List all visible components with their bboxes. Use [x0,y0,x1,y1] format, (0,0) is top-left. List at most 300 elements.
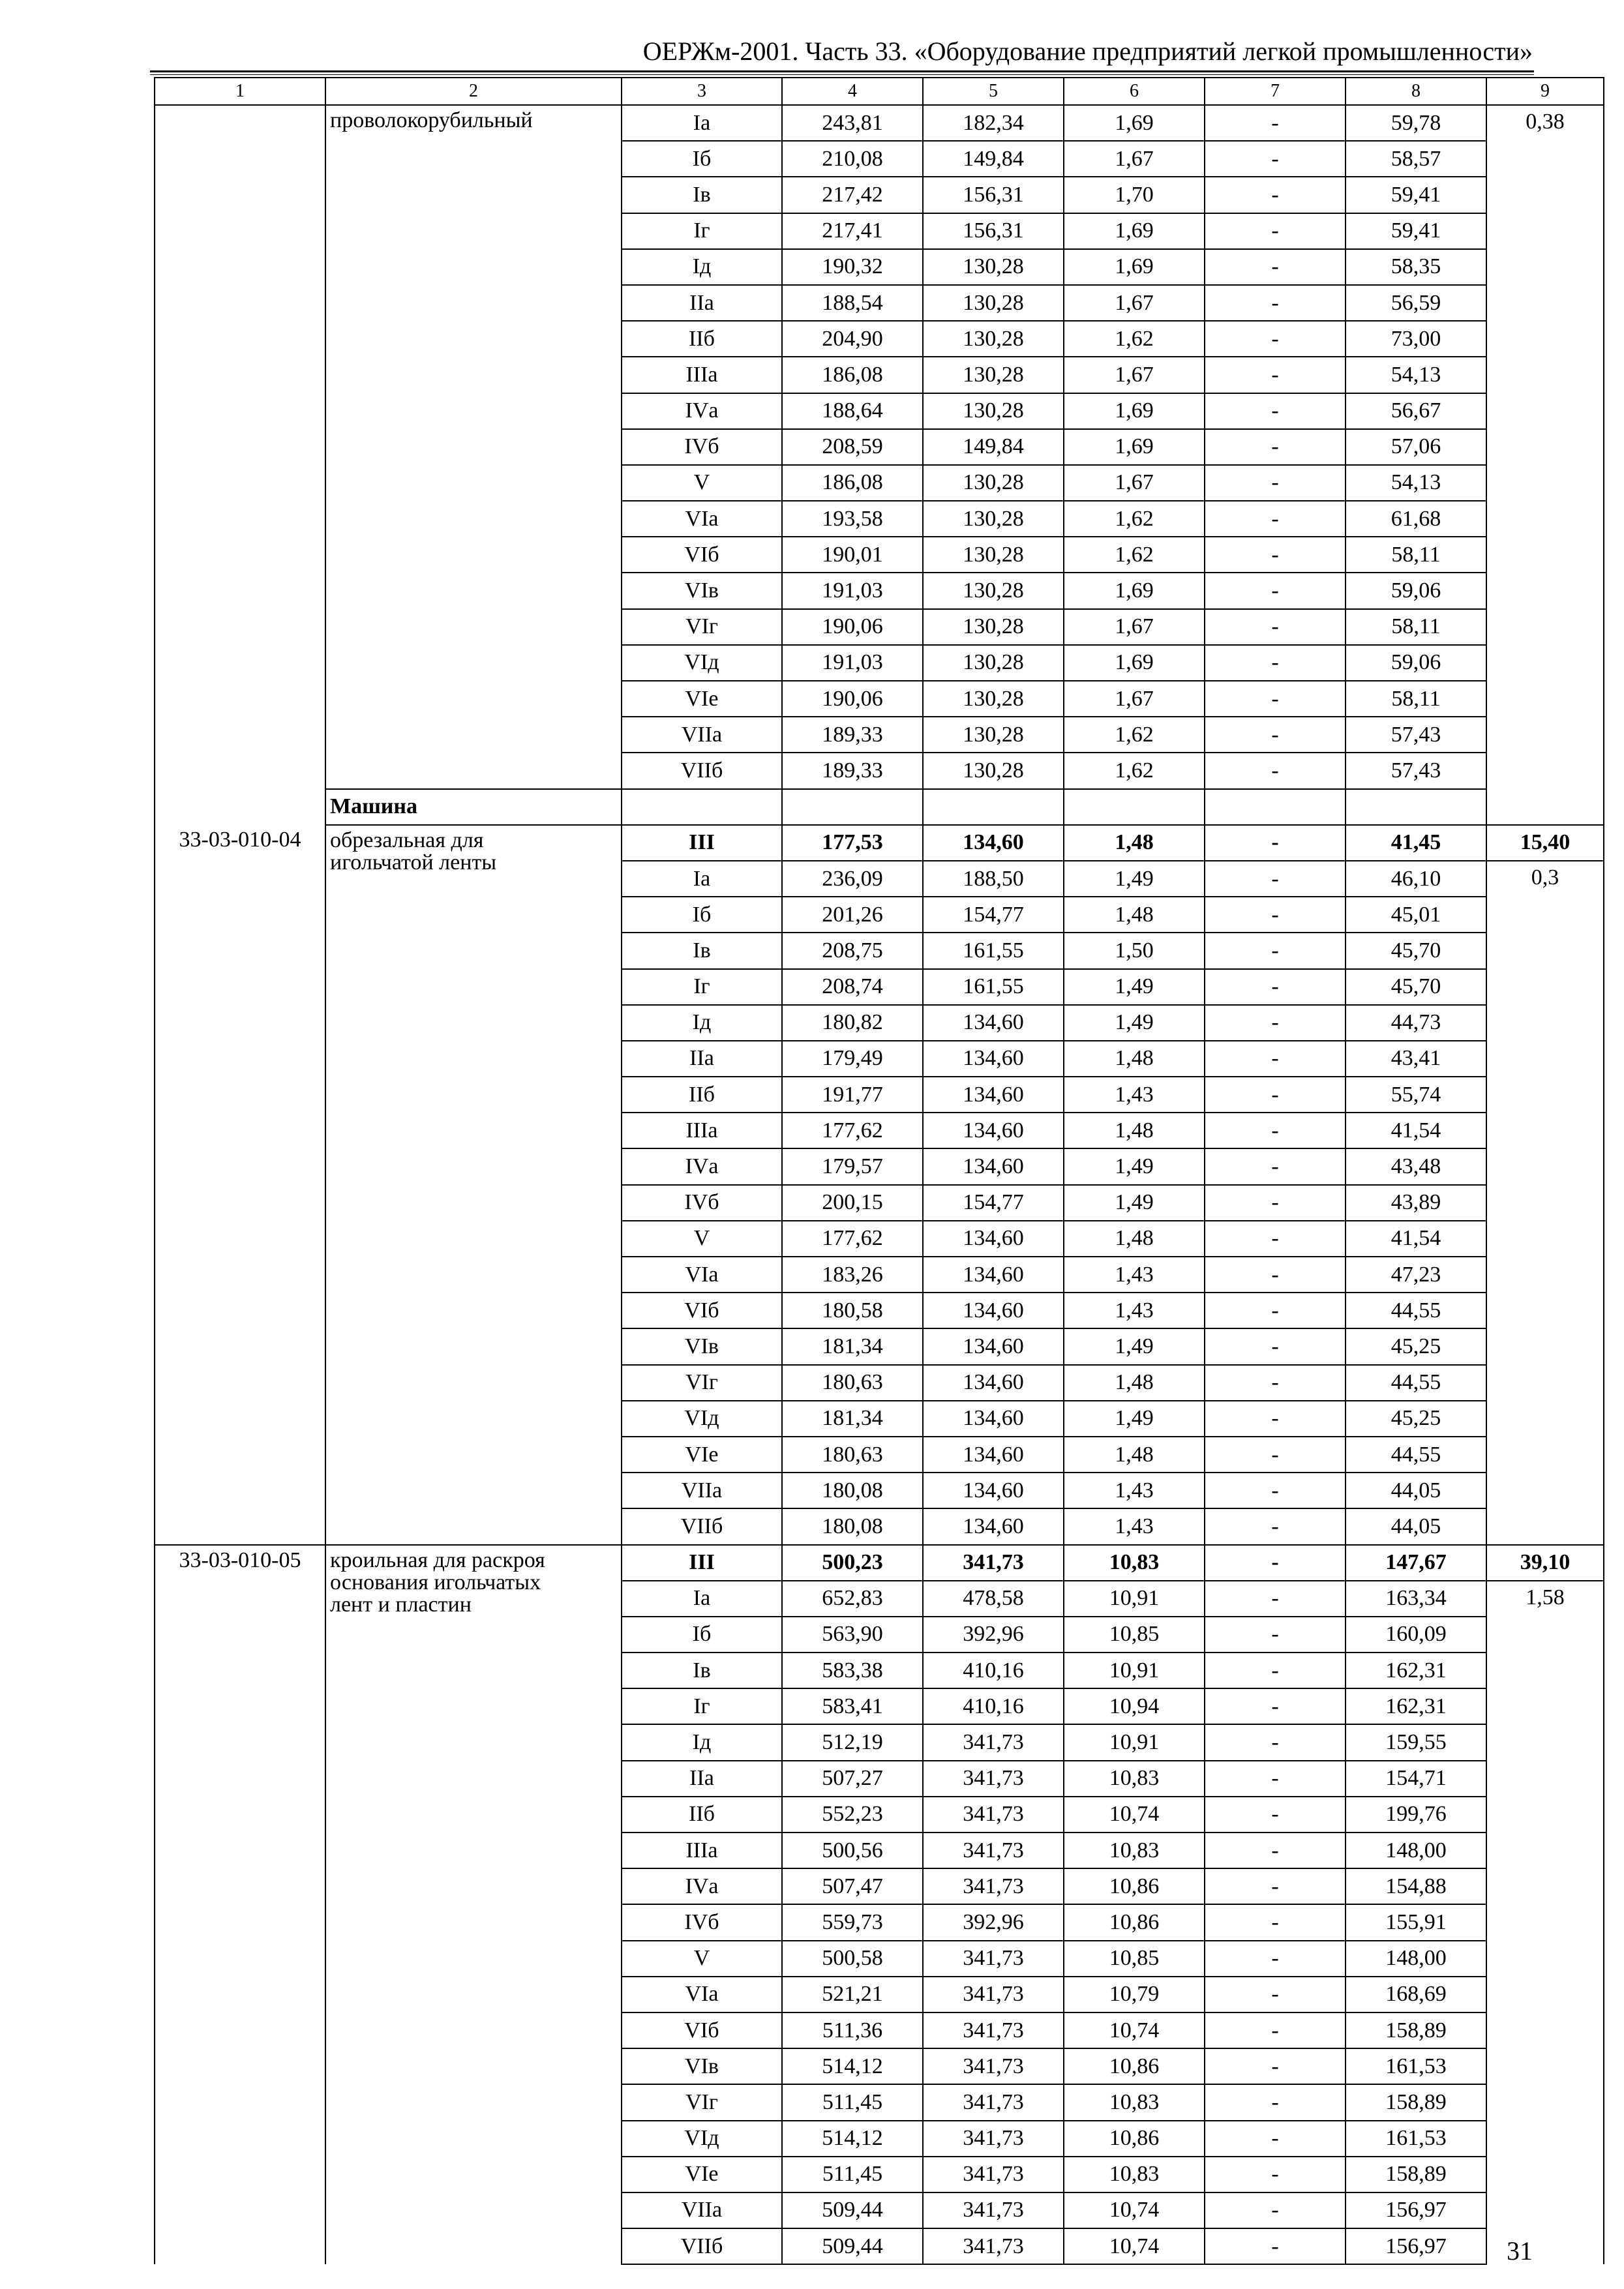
value-cell-col6: 1,49 [1064,969,1205,1005]
value-cell-col5: 341,73 [923,2121,1064,2157]
value-cell-col8: 158,89 [1346,2012,1486,2048]
value-cell-col7: - [1205,213,1346,249]
value-cell-col6: 1,67 [1064,681,1205,717]
value-cell-col8: 148,00 [1346,1941,1486,1977]
value-cell-col7: - [1205,609,1346,645]
zone-cell: V [622,1221,782,1257]
description-line: игольчатой ленты [330,850,497,875]
zone-cell: IIа [622,1041,782,1077]
zone-cell: VIг [622,609,782,645]
zone-cell: Iб [622,1617,782,1653]
zone-cell: VIIа [622,2192,782,2228]
zone-cell: VIе [622,1437,782,1473]
value-cell-col7: - [1205,1473,1346,1508]
value-cell-col7: - [1205,1941,1346,1977]
value-cell-col4: 552,23 [782,1797,923,1833]
value-cell-col7: - [1205,249,1346,285]
value-cell-col4: 652,83 [782,1581,923,1617]
value-cell-col6: 1,43 [1064,1077,1205,1113]
resource-code: 33-03-010-04 [155,825,325,1545]
value-cell-col7: - [1205,393,1346,429]
value-cell-col7: - [1205,177,1346,213]
value-cell-col5: 341,73 [923,1868,1064,1904]
value-cell-col6: 1,48 [1064,1221,1205,1257]
value-cell-col8: 45,25 [1346,1401,1486,1437]
value-cell-col8: 162,31 [1346,1688,1486,1724]
value-cell-col5: 341,73 [923,2192,1064,2228]
col9-cell: 15,40 [1486,825,1604,861]
value-cell-col7: - [1205,465,1346,501]
value-cell-col5: 130,28 [923,285,1064,321]
value-cell-col7: - [1205,1293,1346,1328]
value-cell-col7: - [1205,825,1346,861]
value-cell-col6: 10,91 [1064,1653,1205,1688]
zone-cell: IVб [622,429,782,465]
page-header-title: ОЕРЖм-2001. Часть 33. «Оборудование предприятий легкой промышленности» [642,37,1533,66]
value-cell-col8: 44,05 [1346,1473,1486,1508]
value-cell-col6: 1,69 [1064,105,1205,141]
value-cell-col5: 478,58 [923,1581,1064,1617]
value-cell-col6: 1,49 [1064,861,1205,897]
value-cell-col4: 217,41 [782,213,923,249]
value-cell-col7: - [1205,1401,1346,1437]
value-cell-col5: 341,73 [923,2228,1064,2264]
value-cell-col4: 583,41 [782,1688,923,1724]
zone-cell: VIIб [622,2228,782,2264]
value-cell-col6: 10,74 [1064,2228,1205,2264]
value-cell-col5: 182,34 [923,105,1064,141]
zone-cell: VIв [622,573,782,608]
zone-cell: IIа [622,285,782,321]
value-cell-col4: 180,63 [782,1437,923,1473]
value-cell-col7: - [1205,969,1346,1005]
value-cell-col7: - [1205,1221,1346,1257]
value-cell-col4: 189,33 [782,717,923,753]
value-cell-col6: 10,74 [1064,2192,1205,2228]
value-cell-col7: - [1205,285,1346,321]
zone-cell: Iа [622,1581,782,1617]
value-cell-col5: 392,96 [923,1904,1064,1940]
value-cell-col4: 500,23 [782,1545,923,1581]
value-cell-col4: 177,62 [782,1113,923,1148]
value-cell-col6: 1,67 [1064,609,1205,645]
zone-cell: VIIа [622,1473,782,1508]
value-cell-col5: 134,60 [923,1113,1064,1148]
value-cell-col8: 154,88 [1346,1868,1486,1904]
value-cell-col6: 1,67 [1064,141,1205,177]
value-cell-col5: 341,73 [923,2157,1064,2192]
zone-cell: Iб [622,897,782,933]
zone-cell: VIг [622,1365,782,1401]
value-cell-col5: 130,28 [923,573,1064,608]
value-cell-col7: - [1205,1113,1346,1148]
zone-cell: Iв [622,933,782,968]
value-cell-col5: 130,28 [923,717,1064,753]
value-cell-col6: 10,91 [1064,1724,1205,1760]
value-cell-col6: 1,62 [1064,501,1205,537]
value-cell-col7: - [1205,1761,1346,1797]
value-cell-col6: 1,62 [1064,537,1205,573]
value-cell-col6: 1,43 [1064,1293,1205,1328]
value-cell-col4: 186,08 [782,357,923,393]
column-number: 1 [155,78,325,105]
resource-description [325,105,622,789]
value-cell-col8: 55,74 [1346,1077,1486,1113]
value-cell-col7: - [1205,1005,1346,1041]
value-cell-col5: 341,73 [923,2084,1064,2120]
zone-cell: Iа [622,861,782,897]
value-cell-col8: 161,53 [1346,2048,1486,2084]
value-cell-col8: 59,41 [1346,177,1486,213]
value-cell-col8: 159,55 [1346,1724,1486,1760]
value-cell-col8: 54,13 [1346,465,1486,501]
description-line: обрезальная для [330,828,484,852]
zone-cell: Iа [622,105,782,141]
value-cell-col4: 500,56 [782,1833,923,1868]
value-cell-col8: 56,59 [1346,285,1486,321]
value-cell-col8: 43,48 [1346,1148,1486,1184]
value-cell-col4: 177,53 [782,825,923,861]
table-row [155,825,1604,861]
value-cell-col7: - [1205,1148,1346,1184]
value-cell-col5: 149,84 [923,429,1064,465]
value-cell-col5: 341,73 [923,1545,1064,1581]
value-cell-col7: - [1205,861,1346,897]
value-cell-col7: - [1205,1833,1346,1868]
value-cell-col8: 44,55 [1346,1365,1486,1401]
value-cell-col6: 10,86 [1064,2121,1205,2157]
value-cell-col5: 134,60 [923,1293,1064,1328]
table-body [155,78,1604,2264]
value-cell-col4: 191,03 [782,573,923,608]
value-cell-col6: 10,94 [1064,1688,1205,1724]
value-cell-col4: 190,32 [782,249,923,285]
value-cell-col4: 183,26 [782,1257,923,1293]
value-cell-col8: 59,06 [1346,645,1486,681]
value-cell-col6: 10,86 [1064,1904,1205,1940]
value-cell-col5: 130,28 [923,753,1064,788]
value-cell-col6: 1,62 [1064,717,1205,753]
column-number: 2 [325,78,622,105]
value-cell-col7: - [1205,321,1346,357]
value-cell-col8: 45,01 [1346,897,1486,933]
value-cell-col6: 1,50 [1064,933,1205,968]
value-cell-col8: 43,89 [1346,1185,1486,1221]
value-cell-col7: - [1205,897,1346,933]
col9-cell-empty [1486,789,1604,825]
value-cell-col6: 1,43 [1064,1257,1205,1293]
value-cell-col6: 10,83 [1064,2157,1205,2192]
value-cell-col5: 130,28 [923,537,1064,573]
zone-cell: Iд [622,1005,782,1041]
col9-cell: 0,38 [1486,105,1604,789]
value-cell-col7: - [1205,1868,1346,1904]
value-cell-col4: 177,62 [782,1221,923,1257]
value-cell-col5: 341,73 [923,2048,1064,2084]
value-cell-col5: 341,73 [923,1941,1064,1977]
value-cell-col4: 217,42 [782,177,923,213]
value-cell-empty [782,789,923,825]
table-row [155,105,1604,141]
zone-cell: IVб [622,1185,782,1221]
value-cell-col8: 45,70 [1346,969,1486,1005]
value-cell-col5: 341,73 [923,1833,1064,1868]
value-cell-col5: 130,28 [923,465,1064,501]
value-cell-col5: 341,73 [923,1724,1064,1760]
value-cell-col4: 190,06 [782,681,923,717]
value-cell-col8: 58,11 [1346,609,1486,645]
value-cell-col7: - [1205,1185,1346,1221]
rates-table [154,77,1604,2265]
value-cell-col4: 512,19 [782,1724,923,1760]
value-cell-col6: 1,49 [1064,1005,1205,1041]
zone-cell: Iв [622,177,782,213]
table-row [155,1545,1604,1581]
value-cell-col8: 47,23 [1346,1257,1486,1293]
zone-cell: IIIа [622,1833,782,1868]
value-cell-col7: - [1205,1365,1346,1401]
zone-cell: VIIб [622,753,782,788]
column-number-row [155,78,1604,105]
value-cell-col8: 58,57 [1346,141,1486,177]
value-cell-col5: 161,55 [923,969,1064,1005]
value-cell-col8: 199,76 [1346,1797,1486,1833]
value-cell-col4: 509,44 [782,2192,923,2228]
value-cell-col6: 1,69 [1064,573,1205,608]
value-cell-col5: 134,60 [923,1328,1064,1364]
value-cell-col4: 563,90 [782,1617,923,1653]
value-cell-col8: 59,41 [1346,213,1486,249]
value-cell-col6: 1,43 [1064,1508,1205,1544]
value-cell-col5: 134,60 [923,1041,1064,1077]
zone-cell: VIв [622,1328,782,1364]
value-cell-col7: - [1205,105,1346,141]
zone-cell: IIб [622,321,782,357]
value-cell-col7: - [1205,1904,1346,1940]
value-cell-col5: 188,50 [923,861,1064,897]
value-cell-col8: 148,00 [1346,1833,1486,1868]
value-cell-col8: 161,53 [1346,2121,1486,2157]
description-line: кроильная для раскроя [330,1548,545,1572]
value-cell-col7: - [1205,1688,1346,1724]
value-cell-col7: - [1205,1797,1346,1833]
value-cell-col6: 1,69 [1064,429,1205,465]
value-cell-col7: - [1205,717,1346,753]
column-number: 9 [1486,78,1604,105]
value-cell-col7: - [1205,2192,1346,2228]
value-cell-col6: 1,62 [1064,321,1205,357]
value-cell-col4: 500,58 [782,1941,923,1977]
value-cell-col7: - [1205,2048,1346,2084]
value-cell-col5: 134,60 [923,1401,1064,1437]
value-cell-col5: 156,31 [923,177,1064,213]
zone-cell: IVа [622,393,782,429]
value-cell-col7: - [1205,537,1346,573]
value-cell-col4: 243,81 [782,105,923,141]
value-cell-col6: 1,67 [1064,465,1205,501]
value-cell-col6: 1,69 [1064,213,1205,249]
value-cell-col5: 134,60 [923,1077,1064,1113]
value-cell-col8: 160,09 [1346,1617,1486,1653]
zone-cell: IVа [622,1148,782,1184]
value-cell-col8: 156,97 [1346,2228,1486,2264]
value-cell-col6: 1,48 [1064,825,1205,861]
value-cell-col5: 134,60 [923,1365,1064,1401]
value-cell-empty [622,789,782,825]
value-cell-col8: 59,06 [1346,573,1486,608]
value-cell-col8: 158,89 [1346,2084,1486,2120]
value-cell-col4: 521,21 [782,1977,923,2012]
section-title-row [155,789,1604,825]
column-number: 4 [782,78,923,105]
zone-cell: IIб [622,1797,782,1833]
value-cell-col4: 507,47 [782,1868,923,1904]
zone-cell: VIе [622,681,782,717]
value-cell-col5: 154,77 [923,897,1064,933]
zone-cell: IVа [622,1868,782,1904]
value-cell-col5: 161,55 [923,933,1064,968]
value-cell-col4: 193,58 [782,501,923,537]
value-cell-col5: 130,28 [923,321,1064,357]
value-cell-col5: 130,28 [923,249,1064,285]
value-cell-col8: 56,67 [1346,393,1486,429]
value-cell-col5: 130,28 [923,357,1064,393]
page-number: 31 [1507,2236,1533,2266]
value-cell-col4: 208,75 [782,933,923,968]
value-cell-col8: 147,67 [1346,1545,1486,1581]
zone-cell: VIа [622,1257,782,1293]
value-cell-col5: 410,16 [923,1653,1064,1688]
column-number: 5 [923,78,1064,105]
value-cell-col6: 1,48 [1064,1041,1205,1077]
value-cell-col4: 511,45 [782,2084,923,2120]
value-cell-col5: 134,60 [923,1508,1064,1544]
value-cell-col4: 180,63 [782,1365,923,1401]
zone-cell: VIб [622,537,782,573]
col9-cell: 39,10 [1486,1545,1604,1581]
value-cell-col5: 130,28 [923,645,1064,681]
value-cell-col6: 1,67 [1064,357,1205,393]
zone-cell: III [622,825,782,861]
value-cell-col8: 45,70 [1346,933,1486,968]
zone-cell: VIе [622,2157,782,2192]
value-cell-col4: 190,01 [782,537,923,573]
value-cell-empty [1205,789,1346,825]
value-cell-col8: 41,54 [1346,1113,1486,1148]
value-cell-col7: - [1205,357,1346,393]
value-cell-col8: 162,31 [1346,1653,1486,1688]
value-cell-col7: - [1205,1977,1346,2012]
value-cell-col6: 1,70 [1064,177,1205,213]
value-cell-col4: 180,58 [782,1293,923,1328]
zone-cell: IIб [622,1077,782,1113]
value-cell-col7: - [1205,2084,1346,2120]
value-cell-col4: 511,45 [782,2157,923,2192]
zone-cell: IVб [622,1904,782,1940]
value-cell-col7: - [1205,681,1346,717]
value-cell-empty [923,789,1064,825]
col9-cell: 1,58 [1486,1581,1604,2265]
value-cell-col7: - [1205,1724,1346,1760]
value-cell-col8: 156,97 [1346,2192,1486,2228]
value-cell-col5: 130,28 [923,681,1064,717]
value-cell-col4: 507,27 [782,1761,923,1797]
value-cell-col4: 180,82 [782,1005,923,1041]
value-cell-col4: 514,12 [782,2048,923,2084]
value-cell-col8: 44,55 [1346,1293,1486,1328]
zone-cell: IIIа [622,1113,782,1148]
resource-code: 33-03-010-05 [155,1545,325,2265]
value-cell-col4: 179,49 [782,1041,923,1077]
value-cell-col4: 190,06 [782,609,923,645]
value-cell-col5: 410,16 [923,1688,1064,1724]
value-cell-col6: 10,85 [1064,1941,1205,1977]
value-cell-col4: 188,54 [782,285,923,321]
value-cell-col5: 149,84 [923,141,1064,177]
value-cell-col7: - [1205,1653,1346,1688]
zone-cell: Iг [622,969,782,1005]
value-cell-col6: 1,49 [1064,1401,1205,1437]
value-cell-col6: 10,74 [1064,2012,1205,2048]
value-cell-col8: 41,54 [1346,1221,1486,1257]
value-cell-col7: - [1205,1077,1346,1113]
value-cell-col8: 57,43 [1346,717,1486,753]
description-line: лент и пластин [330,1592,472,1617]
value-cell-col5: 341,73 [923,1797,1064,1833]
value-cell-col5: 130,28 [923,393,1064,429]
zone-cell: VIг [622,2084,782,2120]
value-cell-col7: - [1205,141,1346,177]
value-cell-col7: - [1205,501,1346,537]
value-cell-col7: - [1205,1617,1346,1653]
value-cell-col4: 191,03 [782,645,923,681]
value-cell-col8: 43,41 [1346,1041,1486,1077]
value-cell-col4: 180,08 [782,1508,923,1544]
zone-cell: VIа [622,501,782,537]
value-cell-col8: 154,71 [1346,1761,1486,1797]
resource-description [325,1545,622,2265]
zone-cell: Iг [622,1688,782,1724]
value-cell-col5: 134,60 [923,1221,1064,1257]
value-cell-col6: 10,91 [1064,1581,1205,1617]
value-cell-col4: 511,36 [782,2012,923,2048]
value-cell-col5: 392,96 [923,1617,1064,1653]
value-cell-col7: - [1205,1581,1346,1617]
value-cell-col6: 10,83 [1064,1761,1205,1797]
description-line: основания игольчатых [330,1570,541,1594]
zone-cell: V [622,465,782,501]
value-cell-col7: - [1205,1328,1346,1364]
value-cell-col4: 191,77 [782,1077,923,1113]
value-cell-col7: - [1205,2228,1346,2264]
code-cell-empty [155,789,325,825]
value-cell-col6: 1,67 [1064,285,1205,321]
value-cell-col4: 559,73 [782,1904,923,1940]
value-cell-col6: 10,86 [1064,1868,1205,1904]
column-number: 8 [1346,78,1486,105]
value-cell-col4: 208,74 [782,969,923,1005]
value-cell-col6: 1,49 [1064,1185,1205,1221]
value-cell-col4: 208,59 [782,429,923,465]
value-cell-empty [1064,789,1205,825]
value-cell-col8: 61,68 [1346,501,1486,537]
zone-cell: IIIа [622,357,782,393]
value-cell-col6: 10,83 [1064,1833,1205,1868]
value-cell-col8: 54,13 [1346,357,1486,393]
zone-cell: Iд [622,1724,782,1760]
description-line: проволокорубильный [330,108,533,132]
value-cell-col4: 201,26 [782,897,923,933]
